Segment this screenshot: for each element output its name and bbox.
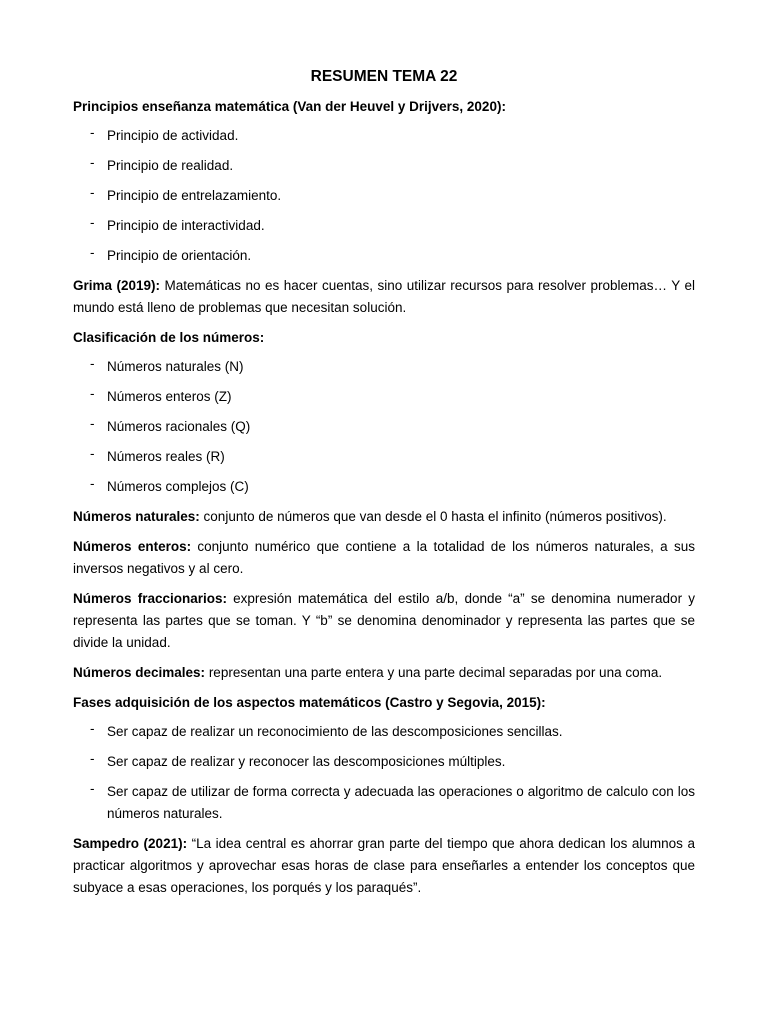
- dash-bullet: -: [90, 185, 95, 200]
- list-item-text: Números reales (R): [107, 449, 225, 464]
- sampedro-paragraph: [73, 833, 695, 899]
- grima-label: Grima (2019):: [73, 278, 161, 293]
- fraccionarios-paragraph: [73, 588, 695, 654]
- dash-bullet: -: [90, 125, 95, 140]
- list-item: [73, 476, 695, 498]
- list-item: [73, 356, 695, 378]
- list-item: [73, 245, 695, 267]
- list-item: [73, 386, 695, 408]
- sampedro-text: “La idea central es ahorrar gran parte del tiempo que ahora dedican los alumnos a practicar algoritmos y aprovechar esas horas de clase para enseñarles a entender los conceptos que subyace a esas operaciones, los porqués y los paraqués”.: [73, 836, 695, 895]
- list-item-text: Números naturales (N): [107, 359, 244, 374]
- list-item-text: Principio de actividad.: [107, 128, 239, 143]
- decimales-label: Números decimales:: [73, 665, 206, 680]
- naturales-label: Números naturales:: [73, 509, 200, 524]
- enteros-label: Números enteros:: [73, 539, 192, 554]
- decimales-paragraph: [73, 662, 695, 684]
- list-item-text: Números complejos (C): [107, 479, 249, 494]
- dash-bullet: -: [90, 476, 95, 491]
- dash-bullet: -: [90, 446, 95, 461]
- enteros-text: conjunto numérico que contiene a la totalidad de los números naturales, a sus inversos negativos y al cero.: [73, 539, 695, 576]
- dash-bullet: -: [90, 416, 95, 431]
- enteros-paragraph: [73, 536, 695, 580]
- list-item-text: Números racionales (Q): [107, 419, 251, 434]
- naturales-paragraph: [73, 506, 695, 528]
- dash-bullet: -: [90, 781, 95, 796]
- list-item-text: Ser capaz de utilizar de forma correcta y adecuada las operaciones o algoritmo de calculo con los números naturales.: [107, 784, 695, 821]
- list-item-text: Principio de orientación.: [107, 248, 252, 263]
- list-item: [73, 446, 695, 468]
- list-item: [73, 215, 695, 237]
- grima-text: Matemáticas no es hacer cuentas, sino utilizar recursos para resolver problemas… Y el mundo está lleno de problemas que necesitan solución.: [73, 278, 695, 315]
- list-item-text: Números enteros (Z): [107, 389, 232, 404]
- dash-bullet: -: [90, 386, 95, 401]
- list-item: [73, 155, 695, 177]
- list-item-text: Principio de entrelazamiento.: [107, 188, 282, 203]
- dash-bullet: -: [90, 155, 95, 170]
- list-item: [73, 721, 695, 743]
- grima-paragraph: [73, 275, 695, 319]
- list-item: [73, 781, 695, 825]
- list-item-text: Ser capaz de realizar un reconocimiento de las descomposiciones sencillas.: [107, 724, 563, 739]
- list-item: [73, 125, 695, 147]
- list-item: [73, 416, 695, 438]
- list-item-text: Principio de interactividad.: [107, 218, 265, 233]
- list-item-text: Principio de realidad.: [107, 158, 234, 173]
- fases-heading: Fases adquisición de los aspectos matemáticos (Castro y Segovia, 2015):: [73, 695, 546, 710]
- list-item: [73, 751, 695, 773]
- decimales-text: representan una parte entera y una parte decimal separadas por una coma.: [205, 665, 663, 680]
- dash-bullet: -: [90, 721, 95, 736]
- dash-bullet: -: [90, 751, 95, 766]
- sampedro-label: Sampedro (2021):: [73, 836, 188, 851]
- clasificacion-heading: Clasificación de los números:: [73, 330, 265, 345]
- principios-heading: Principios enseñanza matemática (Van der Heuvel y Drijvers, 2020):: [73, 99, 506, 114]
- list-item: [73, 185, 695, 207]
- clasificacion-list: [73, 356, 695, 498]
- list-item-text: Ser capaz de realizar y reconocer las descomposiciones múltiples.: [107, 754, 506, 769]
- dash-bullet: -: [90, 356, 95, 371]
- dash-bullet: -: [90, 215, 95, 230]
- naturales-text: conjunto de números que van desde el 0 hasta el infinito (números positivos).: [199, 509, 667, 524]
- fases-list: [73, 721, 695, 825]
- principios-list: [73, 125, 695, 267]
- page-title: RESUMEN TEMA 22: [310, 68, 458, 85]
- fraccionarios-label: Números fraccionarios:: [73, 591, 227, 606]
- dash-bullet: -: [90, 245, 95, 260]
- fraccionarios-text: expresión matemática del estilo a/b, donde “a” se denomina numerador y representa las partes que se toman. Y “b” se denomina denominador y representa las partes que se divide la unidad.: [73, 591, 695, 650]
